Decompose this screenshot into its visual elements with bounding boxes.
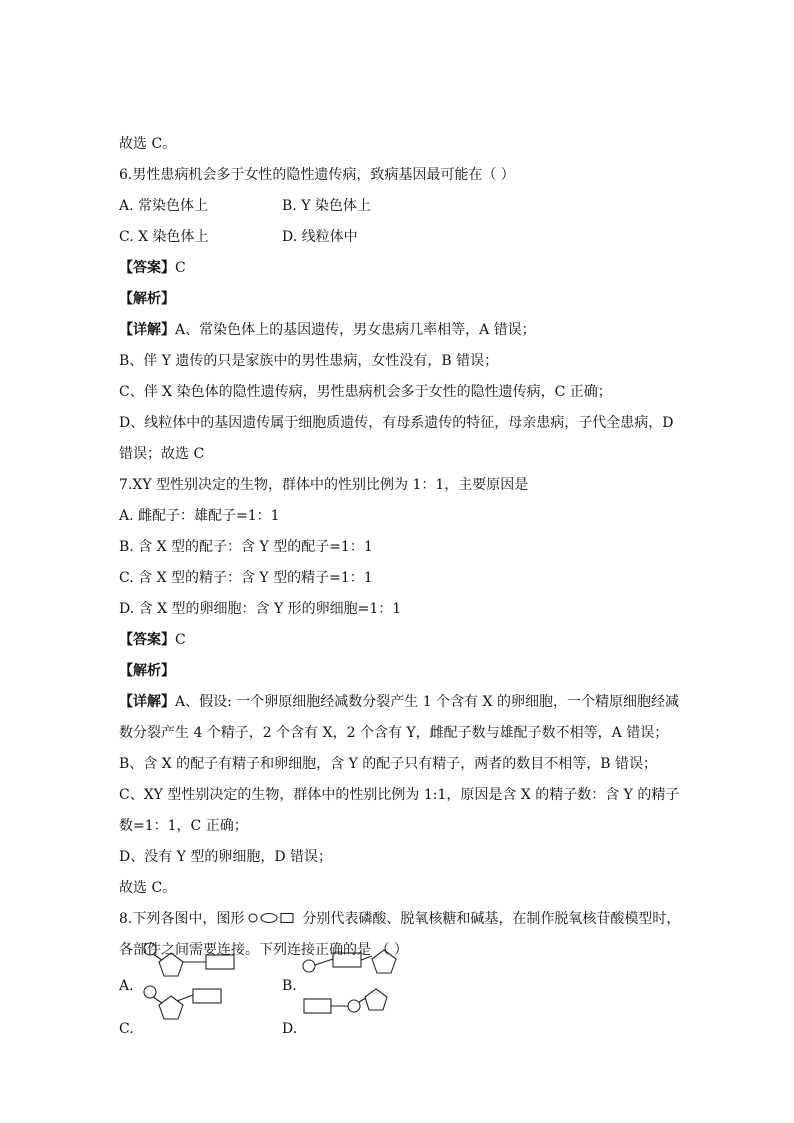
q6-detail-5: 错误；故选 C	[119, 446, 205, 462]
q6-detail-1	[119, 320, 536, 340]
q7-detail-1	[119, 692, 679, 712]
q6-answer-label: 【答案】	[119, 260, 175, 276]
q6-detail-text-1: A、常染色体上的基因遗传，男女患病几率相等，A 错误；	[175, 322, 536, 338]
q6-detail-3: C、伴 X 染色体的隐性遗传病，男性患病机会多于女性的隐性遗传病，C 正确；	[119, 384, 612, 400]
q7-detail-label: 【详解】	[119, 694, 175, 710]
q7-option-a: A. 雌配子：雄配子=1：1	[119, 508, 280, 524]
q6-answer	[119, 258, 186, 278]
q7-detail-5: 数=1：1，C 正确；	[119, 818, 248, 834]
q7-option-b: B. 含 X 型的配子：含 Y 型的配子=1：1	[119, 539, 373, 555]
q7-conclusion: 故选 C。	[119, 880, 177, 896]
q7-stem: 7.XY 型性别决定的生物，群体中的性别比例为 1：1，主要原因是	[119, 477, 529, 493]
q7-option-d: D. 含 X 型的卵细胞：含 Y 形的卵细胞=1：1	[119, 601, 402, 617]
base-rectangle	[304, 999, 331, 1013]
q6-option-b: B. Y 染色体上	[282, 198, 371, 214]
deoxyribose-pentagon	[159, 953, 183, 976]
q6-detail-label: 【详解】	[119, 322, 175, 338]
deoxyribose-pentagon	[365, 989, 387, 1010]
q7-detail-4: C、XY 型性别决定的生物，群体中的性别比例为 1:1，原因是含 X 的精子数：含 Y 的精子	[119, 787, 680, 803]
q7-option-c: C. 含 X 型的精子：含 Y 型的精子=1：1	[119, 570, 373, 586]
q8-option-b-label: B.	[282, 978, 297, 994]
q8-stem-pre: 8.下列各图中，图形	[119, 911, 245, 927]
deoxyribose-pentagon	[159, 996, 183, 1019]
q6-option-a: A. 常染色体上	[119, 198, 209, 214]
q7-detail-text-1: A、假设: 一个卵原细胞经减数分裂产生 1 个含有 X 的卵细胞，一个精原细胞经减	[175, 694, 679, 710]
phosphate-circle	[144, 943, 156, 955]
q6-option-d: D. 线粒体中	[282, 229, 358, 245]
q8-stem-line-2: 各部件之间需要连接。下列连接正确的是 （ ）	[119, 942, 408, 958]
base-rectangle	[333, 953, 361, 967]
q8-option-c-label: C.	[119, 1021, 134, 1037]
q7-answer-label: 【答案】	[119, 632, 175, 648]
q8-option-c-diagram	[140, 983, 240, 1033]
q7-analysis-label: 【解析】	[119, 663, 175, 679]
q8-stem-post: 分别代表磷酸、脱氧核糖和碱基，在制作脱氧核苷酸模型时，	[302, 911, 681, 927]
q6-stem: 6.男性患病机会多于女性的隐性遗传病，致病基因最可能在（ ）	[119, 167, 515, 183]
q6-analysis-label: 【解析】	[119, 291, 175, 307]
q7-answer-value: C	[175, 632, 186, 648]
q8-legend-shapes-icon	[248, 911, 298, 925]
q7-detail-6: D、没有 Y 型的卵细胞，D 错误；	[119, 849, 333, 865]
q8-option-b-diagram	[300, 946, 410, 986]
q8-stem-line-1	[119, 909, 680, 929]
phosphate-circle	[303, 960, 315, 972]
q8-option-d-diagram	[302, 985, 412, 1025]
q6-options-row-2	[119, 227, 209, 247]
deoxyribose-pentagon	[372, 950, 396, 973]
q7-answer	[119, 630, 186, 650]
phosphate-circle	[144, 986, 156, 998]
q6-detail-2: B、伴 Y 遗传的只是家族中的男性患病，女性没有，B 错误；	[119, 353, 499, 369]
q8-option-a-label: A.	[119, 978, 134, 994]
q6-detail-4: D、线粒体中的基因遗传属于细胞质遗传，有母系遗传的特征，母亲患病，子代全患病，D	[119, 415, 674, 431]
q6-options-row-1	[119, 196, 208, 216]
base-rectangle	[193, 989, 221, 1003]
q8-option-d-label: D.	[282, 1021, 298, 1037]
q6-answer-value: C	[175, 260, 186, 276]
q5-conclusion: 故选 C。	[119, 136, 177, 152]
phosphate-circle	[348, 1000, 360, 1012]
q7-detail-3: B、含 X 的配子有精子和卵细胞，含 Y 的配子只有精子，两者的数目不相等，B 错误；	[119, 756, 658, 772]
q6-option-c: C. X 染色体上	[119, 229, 209, 245]
base-rectangle	[206, 955, 234, 969]
q7-detail-2: 数分裂产生 4 个精子，2 个含有 X，2 个含有 Y，雌配子数与雄配子数不相等，A 错误；	[119, 725, 669, 741]
